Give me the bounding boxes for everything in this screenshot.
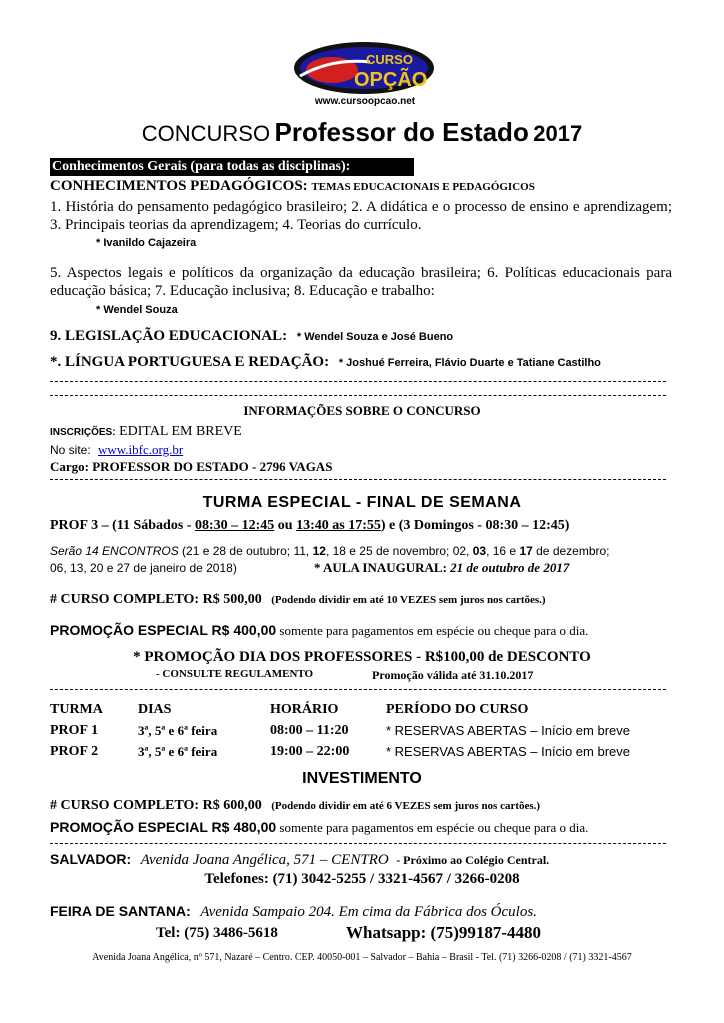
special-heading: TURMA ESPECIAL - FINAL DE SEMANA [202,494,522,511]
prof3-time1: 08:30 – 12:45 [194,518,275,533]
invest-promo-label: PROMOÇÃO ESPECIAL R$ 480,00 [50,819,277,835]
invest-curso-line [50,798,540,814]
salvador-line [50,851,549,869]
dates-line2: 06, 13, 20 e 27 de janeiro de 2018) [50,561,237,575]
aula-label: * AULA INAUGURAL: [314,560,447,575]
dates-text: de dezembro; [532,544,610,558]
aula-date: 21 de outubro de 2017 [450,560,570,575]
column-header: TURMA [50,702,103,717]
horario-cell: 19:00 – 22:00 [270,744,350,759]
teacher-2: * Wendel Souza [96,304,178,316]
inscricoes-value: EDITAL EM BREVE [119,424,242,439]
dates-text: , 18 e 25 de novembro; 02, [325,544,473,558]
curso-opcao-logo [292,40,436,96]
professores-promo: * PROMOÇÃO DIA DOS PROFESSORES - R$100,00 de DESCONTO [133,649,591,665]
feira-whatsapp: Whatsapp: (75)99187-4480 [346,923,542,942]
logo-url[interactable]: www.cursoopcao.net [314,96,416,107]
turma-cell: PROF 1 [50,723,99,738]
feira-label: FEIRA DE SANTANA: [50,903,191,919]
curso-completo-label: # CURSO COMPLETO: R$ 500,00 [50,592,262,607]
topics-1: 1. História do pensamento pedagógico brasileiro; 2. A didática e o processo de ensino e aprendizagem; 3. Principais teorias da aprendizagem; 4. Teorias do currículo. [50,199,672,233]
salvador-address: Avenida Joana Angélica, 571 – CENTRO [140,852,389,868]
page-title [0,114,724,155]
site-line [50,442,183,458]
prof3-text: PROF 3 – (11 Sábados - [50,518,195,533]
ped-label: CONHECIMENTOS PEDAGÓGICOS: [50,178,308,194]
teacher-1: * Ivanildo Cajazeira [96,237,197,249]
site-link[interactable]: www.ibfc.org.br [97,442,184,457]
column-header: DIAS [138,702,172,717]
title-part3: 2017 [533,121,583,146]
portugues-label: *. LÍNGUA PORTUGUESA E REDAÇÃO: [50,354,330,370]
cargo-line: Cargo: PROFESSOR DO ESTADO - 2796 VAGAS [50,459,333,474]
logo-line2: OPÇÃO [354,69,428,91]
invest-promo-line [50,819,588,836]
consulte-regulamento: - CONSULTE REGULAMENTO [156,668,314,680]
promo-label: PROMOÇÃO ESPECIAL R$ 400,00 [50,622,277,638]
curso-completo-note: (Podendo dividir em até 10 VEZES sem juros nos cartões.) [271,594,546,606]
validade-promo: Promoção válida até 31.10.2017 [372,668,534,682]
ped-line [50,178,535,195]
table-row [50,723,666,744]
dates-text: (21 e 28 de outubro; 11, [178,544,313,558]
divider [50,843,666,844]
legislacao-line [50,328,453,345]
feira-address: Avenida Sampaio 204. Em cima da Fábrica dos Óculos. [200,904,537,920]
site-label: No site: [50,443,91,457]
promo-line [50,622,588,639]
schedule-table [50,702,666,765]
portugues-line [50,354,601,371]
column-header: PERÍODO DO CURSO [386,702,529,717]
inscricoes-line [50,424,242,440]
date-bold: 12 [312,544,326,558]
divider [50,689,666,690]
footer-address: Avenida Joana Angélica, nº 571, Nazaré – Centro. CEP. 40050-001 – Salvador – Bahia – Brasil - Tel. (71) 3266-0208 / (71) 3321-4567 [92,952,632,963]
info-heading: INFORMAÇÕES SOBRE O CONCURSO [243,403,481,418]
legislacao-teachers: * Wendel Souza e José Bueno [296,331,454,343]
divider [50,479,666,480]
topics-2: 5. Aspectos legais e políticos da organização da educação brasileira; 6. Políticas educacionais para educação básica; 7. Educação inclusiva; 8. Educação e trabalho: [50,265,672,299]
periodo-cell: * RESERVAS ABERTAS – Início em breve [386,723,630,738]
divider [50,381,666,382]
dias-cell: 3ª, 5ª e 6ª feira [138,723,218,738]
periodo-cell: * RESERVAS ABERTAS – Início em breve [386,744,630,759]
title-part1: CONCURSO [141,121,271,146]
column-header: HORÁRIO [270,702,339,717]
feira-tel: Tel: (75) 3486-5618 [156,925,278,941]
salvador-label: SALVADOR: [50,851,132,867]
legislacao-label: 9. LEGISLAÇÃO EDUCACIONAL: [50,328,288,344]
logo-line1: CURSO [366,52,413,67]
prof3-line [50,518,569,534]
curso-completo-line [50,592,546,608]
ped-sub: TEMAS EDUCACIONAIS E PEDAGÓGICOS [311,181,535,193]
turma-cell: PROF 2 [50,744,99,759]
invest-curso-label: # CURSO COMPLETO: R$ 600,00 [50,798,262,813]
promo-note: somente para pagamentos em espécie ou cheque para o dia. [276,623,589,638]
prof3-sunday: ) e (3 Domingos - 08:30 – 12:45) [380,518,570,533]
prof3-time2: 13:40 as 17:55 [296,518,381,533]
horario-cell: 08:00 – 11:20 [270,723,349,738]
aula-line [314,560,569,576]
salvador-phones: Telefones: (71) 3042-5255 / 3321-4567 / 3266-0208 [204,871,520,887]
invest-curso-note: (Podendo dividir em até 6 VEZES sem juros nos cartões.) [271,800,541,812]
general-heading: Conhecimentos Gerais (para todas as disciplinas): [50,158,414,176]
invest-promo-note: somente para pagamentos em espécie ou cheque para o dia. [276,820,589,835]
date-bold: 03 [472,544,487,558]
title-part2: Professor do Estado [274,117,529,147]
table-row [50,744,666,765]
table-header-row [50,702,666,723]
encontros-label: Serão 14 ENCONTROS [50,544,179,558]
date-bold: 17 [519,544,533,558]
encontros-line [50,544,610,558]
salvador-near: - Próximo ao Colégio Central. [396,853,550,867]
dates-text: , 16 e [486,544,520,558]
divider [50,395,666,396]
investimento-heading: INVESTIMENTO [302,770,422,787]
portugues-teachers: * Joshué Ferreira, Flávio Duarte e Tatiane Castilho [338,357,601,369]
inscricoes-label: INSCRIÇÕES: [50,427,116,438]
feira-line [50,903,537,921]
dias-cell: 3ª, 5ª e 6ª feira [138,744,218,759]
prof3-or: ou [274,518,297,533]
